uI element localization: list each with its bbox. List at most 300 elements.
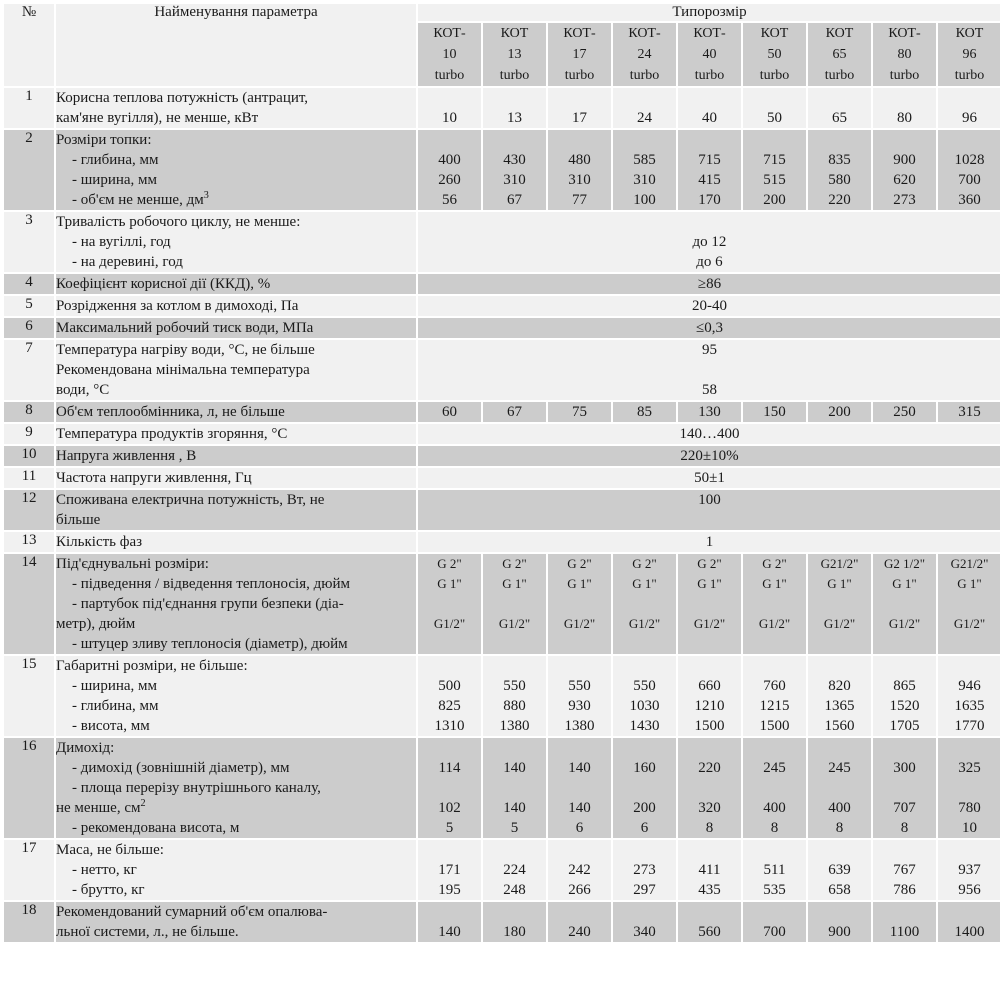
- value: 550: [568, 678, 591, 694]
- merged-value: 220±10%: [680, 448, 739, 464]
- table-row: [4, 840, 1000, 900]
- value: 900: [828, 924, 851, 940]
- header-model-9: [938, 23, 1000, 86]
- value-spacer: [873, 778, 936, 798]
- table-row: [4, 402, 1000, 422]
- value: 200: [763, 192, 786, 208]
- row-value-cell: [418, 88, 481, 128]
- header-model-4: [613, 23, 676, 86]
- merged-value: 95: [702, 342, 717, 358]
- value-spacer: [938, 594, 1000, 614]
- value-spacer: [483, 738, 546, 758]
- value: 937: [958, 862, 981, 878]
- value-spacer: [873, 902, 936, 922]
- model-prefix: КОТ: [955, 26, 984, 41]
- value: 130: [698, 404, 721, 420]
- value: 85: [637, 404, 652, 420]
- row-number: 9: [4, 424, 54, 444]
- value: 220: [698, 760, 721, 776]
- merged-value: 100: [698, 492, 721, 508]
- value-spacer: [483, 656, 546, 676]
- value: 320: [698, 800, 721, 816]
- value: 5: [510, 820, 519, 836]
- value-spacer: [678, 902, 741, 922]
- value-spacer: [743, 902, 806, 922]
- value-spacer: [418, 778, 481, 798]
- merged-value: 1: [705, 534, 714, 550]
- value: 1430: [629, 718, 660, 734]
- value: 1705: [889, 718, 920, 734]
- model-suffix: turbo: [629, 68, 660, 83]
- row-number: 16: [4, 738, 54, 838]
- value-spacer: [938, 656, 1000, 676]
- value-spacer: [938, 902, 1000, 922]
- value-spacer: [743, 88, 806, 108]
- parameter-line: - партубок під'єднання групи безпеки (діа-: [72, 596, 344, 612]
- row-value-cell: [743, 738, 806, 838]
- value: 140: [438, 924, 461, 940]
- table-row: [4, 296, 1000, 316]
- value: G1/2": [758, 616, 791, 631]
- value: 1210: [694, 698, 725, 714]
- row-number: 14: [4, 554, 54, 654]
- row-value-cell: [873, 402, 936, 422]
- value: 639: [828, 862, 851, 878]
- value: 400: [763, 800, 786, 816]
- value: G 1": [567, 576, 592, 591]
- value: 1520: [889, 698, 920, 714]
- row-parameter-label: [56, 318, 416, 338]
- merged-value: ≥86: [697, 276, 722, 292]
- row-number: 3: [4, 212, 54, 272]
- value: G21/2": [820, 556, 859, 571]
- value: 160: [633, 760, 656, 776]
- model-number: 96: [962, 47, 977, 62]
- row-value-cell: [938, 130, 1000, 210]
- value: 140: [568, 800, 591, 816]
- value: 245: [828, 760, 851, 776]
- value: 180: [503, 924, 526, 940]
- value: 1770: [954, 718, 985, 734]
- parameter-line: Розрідження за котлом в димоході, Па: [56, 298, 299, 314]
- value-spacer: [418, 738, 481, 758]
- value-spacer: [938, 738, 1000, 758]
- value-spacer: [418, 212, 1000, 232]
- row-parameter-label: [56, 554, 416, 654]
- model-suffix: turbo: [954, 68, 985, 83]
- value: 170: [698, 192, 721, 208]
- header-number-column: №: [4, 4, 54, 86]
- value-spacer: [873, 88, 936, 108]
- row-value-cell: [873, 554, 936, 654]
- value-spacer: [678, 778, 741, 798]
- value: 240: [568, 924, 591, 940]
- value: 1635: [954, 698, 985, 714]
- table-row: [4, 656, 1000, 736]
- value-spacer: [678, 738, 741, 758]
- row-value-cell: [678, 840, 741, 900]
- value: 1365: [824, 698, 855, 714]
- row-parameter-label: [56, 840, 416, 900]
- model-prefix: КОТ-: [693, 26, 726, 41]
- value-spacer: [808, 88, 871, 108]
- row-value-cell: [548, 738, 611, 838]
- value-spacer: [548, 902, 611, 922]
- value: 1030: [629, 698, 660, 714]
- value: 780: [958, 800, 981, 816]
- value: 1560: [824, 718, 855, 734]
- parameter-line: - ширина, мм: [72, 172, 158, 188]
- parameter-line: - об'єм не менше, $дм^3$: [72, 190, 209, 208]
- row-value-cell: [743, 130, 806, 210]
- row-value-cell: [548, 656, 611, 736]
- row-merged-value: [418, 296, 1000, 316]
- value: 5: [445, 820, 454, 836]
- value: G1/2": [498, 616, 531, 631]
- value: 242: [568, 862, 591, 878]
- value-spacer: [678, 840, 741, 860]
- row-parameter-label: [56, 468, 416, 488]
- value: 273: [893, 192, 916, 208]
- value: 786: [893, 882, 916, 898]
- model-number: 80: [897, 47, 912, 62]
- value: G 2": [632, 556, 657, 571]
- row-value-cell: [873, 88, 936, 128]
- value: G 2": [697, 556, 722, 571]
- value: G 1": [957, 576, 982, 591]
- value: 200: [633, 800, 656, 816]
- value: 260: [438, 172, 461, 188]
- parameter-line: - ширина, мм: [72, 678, 158, 694]
- merged-value: 50±1: [694, 470, 725, 486]
- model-prefix: КОТ: [760, 26, 789, 41]
- row-value-cell: [743, 840, 806, 900]
- value: G 1": [632, 576, 657, 591]
- value: 700: [958, 172, 981, 188]
- value-spacer: [743, 840, 806, 860]
- table-row: [4, 212, 1000, 272]
- row-number: 2: [4, 130, 54, 210]
- value-spacer: [483, 88, 546, 108]
- table-row: [4, 902, 1000, 942]
- parameter-line: Габаритні розміри, не більше:: [56, 658, 248, 674]
- row-value-cell: [678, 402, 741, 422]
- row-value-cell: [613, 130, 676, 210]
- row-value-cell: [483, 88, 546, 128]
- model-prefix: КОТ: [825, 26, 854, 41]
- value-spacer: [548, 778, 611, 798]
- row-value-cell: [938, 554, 1000, 654]
- row-merged-value: [418, 212, 1000, 272]
- parameter-line: - глибина, мм: [72, 698, 159, 714]
- parameter-line: Рекомендований сумарний об'єм опалюва-: [56, 904, 328, 920]
- value: 67: [507, 192, 522, 208]
- row-parameter-label: [56, 130, 416, 210]
- header-model-8: [873, 23, 936, 86]
- value: 114: [438, 760, 461, 776]
- row-value-cell: [938, 738, 1000, 838]
- parameter-line: Під'єднувальні розміри:: [56, 556, 209, 572]
- row-value-cell: [418, 554, 481, 654]
- value: 56: [442, 192, 457, 208]
- value: 1400: [954, 924, 985, 940]
- row-value-cell: [678, 130, 741, 210]
- value: 60: [442, 404, 457, 420]
- parameter-line: - на вугіллі, год: [72, 234, 171, 250]
- model-suffix: turbo: [564, 68, 595, 83]
- specification-table: [2, 2, 1000, 944]
- value-spacer: [548, 88, 611, 108]
- value-spacer: [613, 840, 676, 860]
- value: 760: [763, 678, 786, 694]
- value-spacer: [808, 778, 871, 798]
- parameter-line: метр), дюйм: [56, 616, 136, 632]
- parameter-line: Рекомендована мінімальна температура: [56, 362, 310, 378]
- parameter-line: - димохід (зовнішній діаметр), мм: [72, 760, 290, 776]
- value-spacer: [418, 130, 481, 150]
- row-value-cell: [548, 130, 611, 210]
- value: 300: [893, 760, 916, 776]
- value: 10: [962, 820, 977, 836]
- model-number: 10: [442, 47, 457, 62]
- row-value-cell: [808, 402, 871, 422]
- row-parameter-label: [56, 296, 416, 316]
- row-parameter-label: [56, 902, 416, 942]
- value: 360: [958, 192, 981, 208]
- header-model-3: [548, 23, 611, 86]
- value-spacer: [938, 778, 1000, 798]
- value-spacer: [548, 130, 611, 150]
- value: G1/2": [823, 616, 856, 631]
- value-spacer: [548, 840, 611, 860]
- parameter-line: Споживана електрична потужність, Вт, не: [56, 492, 325, 508]
- row-parameter-label: [56, 446, 416, 466]
- merged-value: до 6: [696, 254, 723, 270]
- value: G 1": [437, 576, 462, 591]
- value-spacer: [613, 130, 676, 150]
- value: 550: [503, 678, 526, 694]
- value: 820: [828, 678, 851, 694]
- table-row: [4, 318, 1000, 338]
- value: 560: [698, 924, 721, 940]
- table-body: [4, 88, 1000, 942]
- value: 140: [568, 760, 591, 776]
- table-header: [4, 4, 1000, 86]
- value-spacer: [678, 88, 741, 108]
- value: 825: [438, 698, 461, 714]
- value: G 1": [892, 576, 917, 591]
- parameter-line: - нетто, кг: [72, 862, 137, 878]
- value: G1/2": [953, 616, 986, 631]
- row-merged-value: [418, 340, 1000, 400]
- value: 715: [698, 152, 721, 168]
- row-value-cell: [548, 88, 611, 128]
- value: G 2": [762, 556, 787, 571]
- value: 585: [633, 152, 656, 168]
- table-row: [4, 88, 1000, 128]
- row-value-cell: [938, 656, 1000, 736]
- row-parameter-label: [56, 490, 416, 530]
- value: 140: [503, 800, 526, 816]
- model-prefix: КОТ-: [433, 26, 466, 41]
- row-value-cell: [938, 88, 1000, 128]
- row-number: 4: [4, 274, 54, 294]
- row-value-cell: [743, 402, 806, 422]
- value: 13: [507, 110, 522, 126]
- value: 411: [698, 862, 721, 878]
- value: G 2": [567, 556, 592, 571]
- table-row: [4, 532, 1000, 552]
- model-prefix: КОТ: [500, 26, 529, 41]
- value: 8: [900, 820, 909, 836]
- model-prefix: КОТ-: [563, 26, 596, 41]
- value-spacer: [483, 130, 546, 150]
- value: 400: [438, 152, 461, 168]
- table-row: [4, 424, 1000, 444]
- value-spacer: [873, 130, 936, 150]
- row-value-cell: [483, 840, 546, 900]
- row-value-cell: [548, 840, 611, 900]
- value-spacer: [613, 656, 676, 676]
- row-value-cell: [418, 738, 481, 838]
- row-value-cell: [418, 130, 481, 210]
- row-merged-value: [418, 490, 1000, 530]
- row-value-cell: [938, 902, 1000, 942]
- row-number: 1: [4, 88, 54, 128]
- model-suffix: turbo: [694, 68, 725, 83]
- value: 580: [828, 172, 851, 188]
- value: 658: [828, 882, 851, 898]
- parameter-line: Максимальний робочий тиск води, МПа: [56, 320, 314, 336]
- value: G1/2": [433, 616, 466, 631]
- row-value-cell: [808, 656, 871, 736]
- value-spacer: [808, 738, 871, 758]
- row-value-cell: [808, 738, 871, 838]
- value-spacer: [418, 656, 481, 676]
- value: G1/2": [563, 616, 596, 631]
- value-spacer: [808, 656, 871, 676]
- row-number: 6: [4, 318, 54, 338]
- value: 245: [763, 760, 786, 776]
- parameter-line: - на деревині, год: [72, 254, 183, 270]
- row-value-cell: [873, 130, 936, 210]
- model-number: 17: [572, 47, 587, 62]
- value: 315: [958, 404, 981, 420]
- value: G1/2": [693, 616, 726, 631]
- row-value-cell: [483, 656, 546, 736]
- row-value-cell: [418, 656, 481, 736]
- value-spacer: [418, 594, 481, 614]
- row-value-cell: [483, 554, 546, 654]
- value-spacer: [418, 360, 1000, 380]
- value: 310: [633, 172, 656, 188]
- row-value-cell: [548, 554, 611, 654]
- value: 400: [828, 800, 851, 816]
- value-spacer: [873, 656, 936, 676]
- value: 430: [503, 152, 526, 168]
- parameter-line: - рекомендована висота, м: [72, 820, 240, 836]
- value: G2 1/2": [883, 556, 926, 571]
- value: 511: [763, 862, 786, 878]
- row-merged-value: [418, 532, 1000, 552]
- header-model-5: [678, 23, 741, 86]
- value: 1500: [694, 718, 725, 734]
- value-spacer: [743, 130, 806, 150]
- value: G1/2": [628, 616, 661, 631]
- parameter-line: Тривалість робочого циклу, не менше:: [56, 214, 301, 230]
- value: 8: [835, 820, 844, 836]
- value: G 1": [697, 576, 722, 591]
- model-suffix: turbo: [434, 68, 465, 83]
- value-spacer: [483, 778, 546, 798]
- header-model-2: [483, 23, 546, 86]
- value: 700: [763, 924, 786, 940]
- value-spacer: [743, 656, 806, 676]
- value-spacer: [483, 902, 546, 922]
- value: 880: [503, 698, 526, 714]
- parameter-line: - брутто, кг: [72, 882, 145, 898]
- table-row: [4, 274, 1000, 294]
- header-row-group: [4, 4, 1000, 21]
- value: 500: [438, 678, 461, 694]
- value-spacer: [873, 594, 936, 614]
- model-number: 13: [507, 47, 522, 62]
- row-value-cell: [678, 738, 741, 838]
- value: 1380: [564, 718, 595, 734]
- value: 1100: [889, 924, 920, 940]
- value-spacer: [938, 130, 1000, 150]
- row-value-cell: [418, 902, 481, 942]
- table-row: [4, 738, 1000, 838]
- value: 297: [633, 882, 656, 898]
- value: G 2": [437, 556, 462, 571]
- row-value-cell: [613, 402, 676, 422]
- value-spacer: [938, 840, 1000, 860]
- parameter-line: Димохід:: [56, 740, 115, 756]
- value: 310: [568, 172, 591, 188]
- row-value-cell: [613, 840, 676, 900]
- table-row: [4, 446, 1000, 466]
- value: 40: [702, 110, 717, 126]
- value: 715: [763, 152, 786, 168]
- header-model-7: [808, 23, 871, 86]
- value-spacer: [873, 840, 936, 860]
- row-value-cell: [808, 902, 871, 942]
- value: 150: [763, 404, 786, 420]
- parameter-line: Температура продуктів згоряння, °C: [56, 426, 288, 442]
- parameter-line: води, °C: [56, 382, 110, 398]
- value-spacer: [743, 778, 806, 798]
- merged-value: 140…400: [679, 426, 740, 442]
- parameter-line: Температура нагріву води, °C, не більше: [56, 342, 315, 358]
- parameter-line: - висота, мм: [72, 718, 150, 734]
- value-spacer: [808, 130, 871, 150]
- parameter-line: Об'єм теплообмінника, л, не більше: [56, 404, 285, 420]
- table-row: [4, 340, 1000, 400]
- row-number: 7: [4, 340, 54, 400]
- row-value-cell: [743, 88, 806, 128]
- value-spacer: [938, 88, 1000, 108]
- value-spacer: [418, 840, 481, 860]
- value-spacer: [418, 902, 481, 922]
- row-value-cell: [613, 88, 676, 128]
- value: G 2": [502, 556, 527, 571]
- value: 480: [568, 152, 591, 168]
- model-suffix: turbo: [889, 68, 920, 83]
- parameter-line: Розміри топки:: [56, 132, 152, 148]
- parameter-line: - глибина, мм: [72, 152, 159, 168]
- value-spacer: [808, 840, 871, 860]
